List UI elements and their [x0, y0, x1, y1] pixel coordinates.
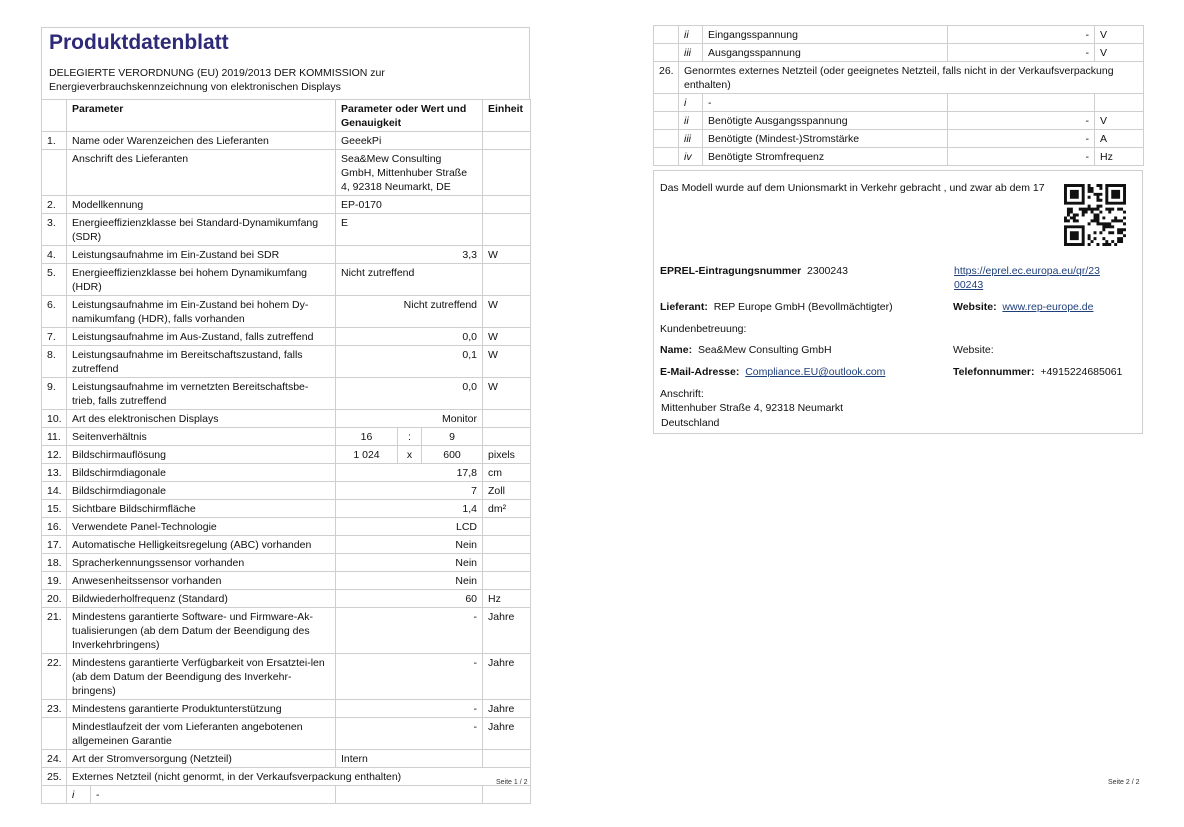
eprel-url-line-2[interactable]: 00243 [954, 279, 984, 291]
row-label: Seitenverhältnis [67, 428, 336, 446]
regulation-subtitle: DELEGIERTE VERORDNUNG (EU) 2019/2013 DER KOMMISSION zur Energieverbrauchskennzeichnung von elektronischen Displays [49, 67, 385, 93]
row-number: 6. [42, 296, 67, 328]
row-number: 10. [42, 410, 67, 428]
row-value: Intern [336, 750, 483, 768]
table-row [42, 554, 531, 572]
row-label: - [703, 94, 948, 112]
email-row [660, 365, 885, 379]
qr-code-modules [1064, 184, 1126, 246]
row-unit: Hz [1095, 148, 1144, 166]
row-label: Ausgangsspannung [703, 44, 948, 62]
row-number [42, 718, 67, 750]
row-number [42, 786, 67, 804]
address-label: Anschrift: [660, 388, 704, 400]
row-label: Mindestens garantierte Software- und Firmware-Ak-tualisierungen (ab dem Datum der Beendigung des Inverkehrbringens) [67, 608, 336, 654]
row-value: Nein [336, 536, 483, 554]
row-unit: W [483, 346, 531, 378]
table-row [42, 718, 531, 750]
row-value: LCD [336, 518, 483, 536]
table-row [654, 94, 1144, 112]
row-label: Leistungsaufnahme im Ein-Zustand bei SDR [67, 246, 336, 264]
table-row [654, 148, 1144, 166]
table-row [42, 132, 531, 150]
row-value: E [336, 214, 483, 246]
table-row [42, 328, 531, 346]
row-label: Externes Netzteil (nicht genormt, in der Verkaufsverpackung enthalten) [67, 768, 531, 786]
row-number [654, 44, 679, 62]
supplier-row [660, 300, 893, 314]
row-unit: W [483, 328, 531, 346]
row-number [42, 150, 67, 196]
row-unit: W [483, 246, 531, 264]
row-number: 7. [42, 328, 67, 346]
row-unit: cm [483, 464, 531, 482]
sheet-header [41, 27, 530, 99]
row-value: - [948, 112, 1095, 130]
header-parameter: Parameter [67, 100, 336, 132]
row-number: 20. [42, 590, 67, 608]
row-unit: Hz [483, 590, 531, 608]
row-label: Leistungsaufnahme im Aus-Zustand, falls zutreffend [67, 328, 336, 346]
row-label: Name oder Warenzeichen des Lieferanten [67, 132, 336, 150]
row-unit: dm² [483, 500, 531, 518]
row-value: - [336, 700, 483, 718]
row-unit [1095, 94, 1144, 112]
row-label: Modellkennung [67, 196, 336, 214]
row-subindex: iv [679, 148, 703, 166]
table-row [42, 464, 531, 482]
row-label: Energieeffizienzklasse bei hohem Dynamikumfang (HDR) [67, 264, 336, 296]
row-value: Nein [336, 572, 483, 590]
row-unit [483, 132, 531, 150]
eprel-value: 2300243 [807, 265, 848, 277]
row-unit: Zoll [483, 482, 531, 500]
row-value: 1,4 [336, 500, 483, 518]
table-row [654, 44, 1144, 62]
table-row [654, 26, 1144, 44]
row-unit [483, 214, 531, 246]
table-row [42, 246, 531, 264]
row-number: 14. [42, 482, 67, 500]
row-label: Mindestlaufzeit der vom Lieferanten angebotenen allgemeinen Garantie [67, 718, 336, 750]
row-subindex: i [67, 786, 91, 804]
row-label: Energieeffizienzklasse bei Standard-Dynamikumfang (SDR) [67, 214, 336, 246]
row-unit: W [483, 378, 531, 410]
row-unit: V [1095, 44, 1144, 62]
table-row [42, 500, 531, 518]
phone-label: Telefonnummer: [953, 366, 1035, 378]
row-number: 8. [42, 346, 67, 378]
row-number: 19. [42, 572, 67, 590]
row-value: Monitor [336, 410, 483, 428]
supplier-value: REP Europe GmbH (Bevollmächtigter) [713, 301, 893, 313]
row-value: Nicht zutreffend [336, 296, 483, 328]
row-value-2: 600 [422, 446, 483, 464]
row-unit [483, 410, 531, 428]
phone-value: +4915224685061 [1040, 366, 1123, 378]
row-number [654, 94, 679, 112]
table-row [42, 768, 531, 786]
table-row [42, 750, 531, 768]
row-value: Nicht zutreffend [336, 264, 483, 296]
row-unit [483, 572, 531, 590]
row-unit [483, 536, 531, 554]
row-number: 3. [42, 214, 67, 246]
website-link[interactable]: www.rep-europe.de [1002, 301, 1094, 313]
page-title: Produktdatenblatt [49, 31, 229, 54]
row-value [948, 94, 1095, 112]
supplier-label: Lieferant: [660, 301, 708, 313]
eprel-label: EPREL-Eintragungsnummer [660, 265, 802, 277]
row-value: EP-0170 [336, 196, 483, 214]
name-value: Sea&Mew Consulting GmbH [697, 344, 832, 356]
row-label: Art der Stromversorgung (Netzteil) [67, 750, 336, 768]
row-value-1: 1 024 [336, 446, 398, 464]
row-number: 1. [42, 132, 67, 150]
row-label: Leistungsaufnahme im Ein-Zustand bei hohem Dy-namikumfang (HDR), falls vorhanden [67, 296, 336, 328]
row-number: 4. [42, 246, 67, 264]
table-row [42, 654, 531, 700]
row-label: Bildwiederholfrequenz (Standard) [67, 590, 336, 608]
row-value: 0,0 [336, 328, 483, 346]
row-number [654, 130, 679, 148]
row-unit: W [483, 296, 531, 328]
name-label: Name: [660, 344, 693, 356]
market-intro-text: Das Modell wurde auf dem Unionsmarkt in Verkehr gebracht , und zwar ab dem 17 [660, 182, 1045, 194]
row-label: Bildschirmdiagonale [67, 464, 336, 482]
row-number: 9. [42, 378, 67, 410]
row-unit: V [1095, 26, 1144, 44]
page-number: Seite 2 / 2 [1108, 779, 1140, 786]
row-number: 25. [42, 768, 67, 786]
table-row [42, 346, 531, 378]
row-value-separator: : [398, 428, 422, 446]
row-value: 0,0 [336, 378, 483, 410]
row-number: 11. [42, 428, 67, 446]
row-unit [483, 150, 531, 196]
row-label: Sichtbare Bildschirmfläche [67, 500, 336, 518]
row-number: 13. [42, 464, 67, 482]
row-unit [483, 428, 531, 446]
row-subindex: iii [679, 130, 703, 148]
row-number: 15. [42, 500, 67, 518]
table-row [42, 410, 531, 428]
website-label: Website: [953, 301, 997, 313]
row-unit: Jahre [483, 718, 531, 750]
row-unit: A [1095, 130, 1144, 148]
row-label: Eingangsspannung [703, 26, 948, 44]
row-label: Benötigte (Mindest-)Stromstärke [703, 130, 948, 148]
table-row [42, 150, 531, 196]
table-row [42, 572, 531, 590]
table-row [42, 536, 531, 554]
row-number: 18. [42, 554, 67, 572]
row-unit [483, 518, 531, 536]
row-value: GeeekPi [336, 132, 483, 150]
row-value: 7 [336, 482, 483, 500]
row-subindex: ii [679, 112, 703, 130]
row-value-separator: x [398, 446, 422, 464]
customer-service-label: Kundenbetreuung: [660, 323, 747, 335]
product-data-table [41, 99, 531, 804]
row-label: Mindestens garantierte Produktunterstützung [67, 700, 336, 718]
row-value: - [948, 130, 1095, 148]
row-number: 12. [42, 446, 67, 464]
table-row [42, 214, 531, 246]
row-label: Anwesenheitssensor vorhanden [67, 572, 336, 590]
row-number: 16. [42, 518, 67, 536]
row-unit: Jahre [483, 700, 531, 718]
address-line-1: Mittenhuber Straße 4, 92318 Neumarkt [661, 402, 844, 414]
table-row [654, 130, 1144, 148]
row-label: Anschrift des Lieferanten [67, 150, 336, 196]
table-row [654, 112, 1144, 130]
table-header-row [42, 100, 531, 132]
product-data-table-continued [653, 25, 1144, 166]
row-label: Mindestens garantierte Verfügbarkeit von Ersatztei-len (ab dem Datum der Beendigung des Inverkehr-bringens) [67, 654, 336, 700]
header-number [42, 100, 67, 132]
row-value: 17,8 [336, 464, 483, 482]
row-value: - [336, 654, 483, 700]
row-value: 0,1 [336, 346, 483, 378]
row-value: 3,3 [336, 246, 483, 264]
phone-row [953, 365, 1122, 379]
table-row [42, 482, 531, 500]
row-unit: pixels [483, 446, 531, 464]
row-unit [483, 264, 531, 296]
row-unit [483, 554, 531, 572]
row-number: 23. [42, 700, 67, 718]
table-row [42, 786, 531, 804]
header-unit: Einheit [483, 100, 531, 132]
row-number [654, 26, 679, 44]
email-link[interactable]: Compliance.EU@outlook.com [745, 366, 886, 378]
table-row [42, 518, 531, 536]
row-label: - [91, 786, 336, 804]
row-subindex: iii [679, 44, 703, 62]
row-label: Art des elektronischen Displays [67, 410, 336, 428]
table-row [654, 62, 1144, 94]
table-row [42, 590, 531, 608]
row-label: Verwendete Panel-Technologie [67, 518, 336, 536]
row-label: Automatische Helligkeitsregelung (ABC) vorhanden [67, 536, 336, 554]
row-label: Bildschirmauflösung [67, 446, 336, 464]
row-value: - [948, 26, 1095, 44]
table-row [42, 296, 531, 328]
row-value: Nein [336, 554, 483, 572]
contact-website-label: Website: [953, 344, 994, 356]
row-value: 60 [336, 590, 483, 608]
header-value: Parameter oder Wert und Genauigkeit [336, 100, 483, 132]
row-label: Leistungsaufnahme im vernetzten Bereitschaftsbe-trieb, falls zutreffend [67, 378, 336, 410]
row-label: Benötigte Stromfrequenz [703, 148, 948, 166]
eprel-url-line-1[interactable]: https://eprel.ec.europa.eu/qr/23 [954, 265, 1100, 277]
table-row [42, 196, 531, 214]
row-label: Bildschirmdiagonale [67, 482, 336, 500]
table-row [42, 428, 531, 446]
row-value: - [336, 718, 483, 750]
row-unit: Jahre [483, 654, 531, 700]
row-label: Genormtes externes Netzteil (oder geeignetes Netzteil, falls nicht in der Verkaufsverpackung enthalten) [679, 62, 1144, 94]
row-unit [483, 786, 531, 804]
row-number [654, 112, 679, 130]
row-value: - [948, 44, 1095, 62]
row-value: - [336, 608, 483, 654]
eprel-number-row [660, 264, 848, 278]
row-subindex: ii [679, 26, 703, 44]
row-unit: Jahre [483, 608, 531, 654]
row-label: Leistungsaufnahme im Bereitschaftszustand, falls zutreffend [67, 346, 336, 378]
row-unit [483, 750, 531, 768]
page-number: Seite 1 / 2 [496, 779, 528, 786]
qr-code-icon[interactable] [1064, 184, 1126, 246]
row-value: Sea&Mew Consulting GmbH, Mittenhuber Straße 4, 92318 Neumarkt, DE [336, 150, 483, 196]
row-unit [483, 196, 531, 214]
address-line-2: Deutschland [661, 417, 720, 429]
contact-name-row [660, 343, 832, 357]
row-number: 21. [42, 608, 67, 654]
row-number [654, 148, 679, 166]
row-number: 2. [42, 196, 67, 214]
row-value [336, 786, 483, 804]
eprel-info-box [653, 170, 1143, 434]
row-value-2: 9 [422, 428, 483, 446]
table-row [42, 608, 531, 654]
row-number: 5. [42, 264, 67, 296]
table-row [42, 264, 531, 296]
row-label: Benötigte Ausgangsspannung [703, 112, 948, 130]
row-subindex: i [679, 94, 703, 112]
table-row [42, 446, 531, 464]
eprel-link[interactable] [954, 264, 1100, 292]
table-row [42, 700, 531, 718]
table-row [42, 378, 531, 410]
row-value-1: 16 [336, 428, 398, 446]
row-number: 22. [42, 654, 67, 700]
row-unit: V [1095, 112, 1144, 130]
row-value: - [948, 148, 1095, 166]
supplier-website-row [953, 300, 1093, 314]
row-number: 26. [654, 62, 679, 94]
row-number: 17. [42, 536, 67, 554]
email-label: E-Mail-Adresse: [660, 366, 740, 378]
row-label: Spracherkennungssensor vorhanden [67, 554, 336, 572]
row-number: 24. [42, 750, 67, 768]
